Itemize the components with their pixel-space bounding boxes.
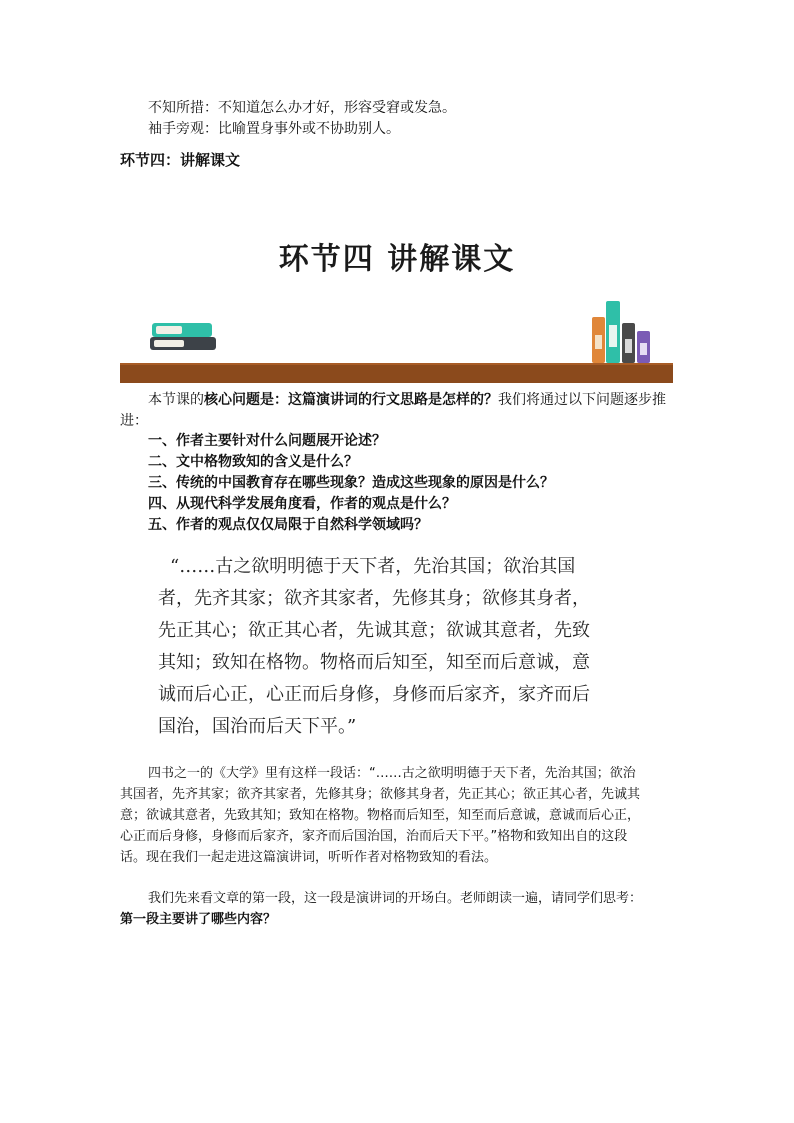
quote-line: 诚而后心正，心正而后身修，身修而后家齐，家齐而后 xyxy=(158,684,590,705)
core-question: 核心问题是：这篇演讲词的行文思路是怎样的？ xyxy=(204,392,498,408)
quote-line: “……古之欲明明德于天下者，先治其国；欲治其国 xyxy=(170,556,576,577)
quote-line: 国治，国治而后天下平。” xyxy=(158,716,357,737)
book-stack-icon xyxy=(150,323,216,350)
intro-tail: 我们将通过以下问题逐步推 xyxy=(498,392,666,408)
standing-books-icon xyxy=(592,301,650,363)
paragraph-line: 我们先来看文章的第一段，这一段是演讲词的开场白。老师朗读一遍，请同学们思考： xyxy=(148,891,643,906)
bookshelf-illustration xyxy=(120,295,673,365)
intro-continuation: 进： xyxy=(120,413,148,429)
paragraph-line: 其国者，先齐其家；欲齐其家者，先修其身；欲修其身者，先正其心；欲正其心者，先诚其 xyxy=(120,787,641,802)
paragraph-line: 意；欲诚其意者，先致其知；致知在格物。物格而后知至，知至而后意诚，意诚而后心正， xyxy=(120,808,641,823)
intro-lead: 本节课的 xyxy=(148,392,204,408)
bookshelf-board xyxy=(120,363,673,383)
paragraph-question: 第一段主要讲了哪些内容？ xyxy=(120,912,277,927)
question-item: 四、从现代科学发展角度看，作者的观点是什么？ xyxy=(148,496,456,512)
question-item: 二、文中格物致知的含义是什么？ xyxy=(148,454,358,470)
definition-line: 袖手旁观：比喻置身事外或不协助别人。 xyxy=(148,121,400,137)
definition-line: 不知所措：不知道怎么办才好，形容受窘或发急。 xyxy=(148,100,456,116)
intro-line xyxy=(148,390,666,410)
paragraph-line: 话。现在我们一起走进这篇演讲词，听听作者对格物致知的看法。 xyxy=(120,850,498,865)
quote-line: 者，先齐其家；欲齐其家者，先修其身；欲修其身者， xyxy=(158,588,590,609)
section-heading: 环节四：讲解课文 xyxy=(120,151,241,169)
paragraph-line: 心正而后身修，身修而后家齐，家齐而后国治国，治而后天下平。”格物和致知出自的这段 xyxy=(120,829,628,844)
question-item: 一、作者主要针对什么问题展开论述？ xyxy=(148,433,386,449)
banner-title: 环节四 讲解课文 xyxy=(278,242,516,277)
paragraph-line: 四书之一的《大学》里有这样一段话：“……古之欲明明德于天下者，先治其国；欲治 xyxy=(148,766,636,781)
quote-line: 其知；致知在格物。物格而后知至，知至而后意诚，意 xyxy=(158,652,590,673)
question-item: 五、作者的观点仅仅局限于自然科学领域吗？ xyxy=(148,517,428,533)
quote-line: 先正其心；欲正其心者，先诚其意；欲诚其意者，先致 xyxy=(158,620,590,641)
question-item: 三、传统的中国教育存在哪些现象？造成这些现象的原因是什么？ xyxy=(148,475,554,491)
